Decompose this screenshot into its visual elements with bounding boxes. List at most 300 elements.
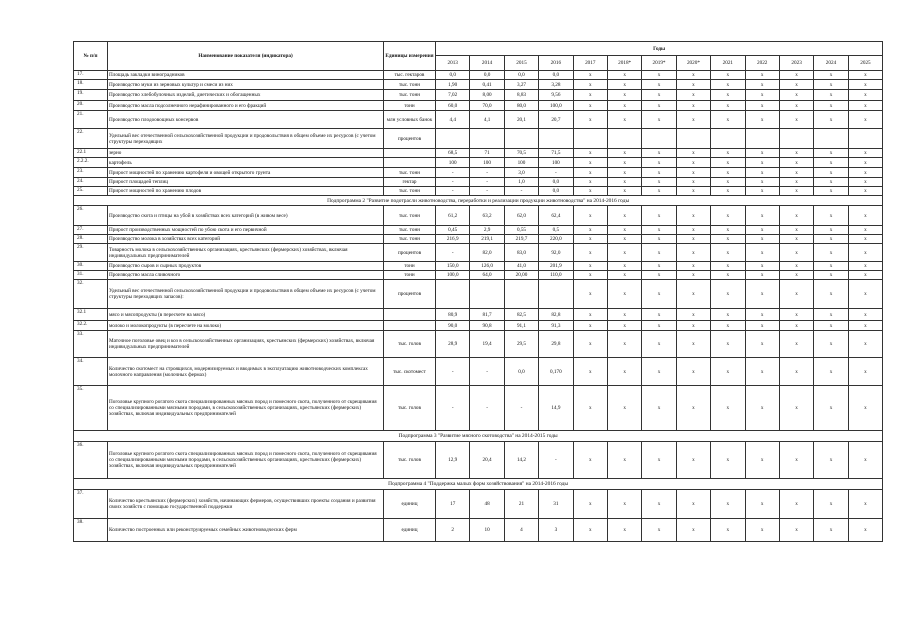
year-value [573,129,607,149]
year-value: x [745,271,779,280]
year-value: x [848,101,883,111]
indicator-name: Производство муки из зерновых культур и смеси из них [108,80,384,90]
col-header-unit: Единицы измерения [384,42,436,71]
year-value: x [745,158,779,168]
year-value: 92,0 [539,244,573,262]
year-value: 12,9 [436,442,470,479]
table-row [74,71,883,80]
unit-of-measure: гектар [384,178,436,187]
year-value: x [814,519,848,542]
year-value: x [814,168,848,178]
year-value: x [607,386,641,431]
table-row [74,321,883,331]
year-value: x [642,490,676,519]
year-value: x [607,519,641,542]
subprogram-title: Подпрограмма 3 "Развитие мясного скотоводства" на 2014-2015 годы [74,431,883,442]
year-value: 14,9 [539,386,573,431]
year-value: x [676,519,710,542]
year-value: x [676,187,710,196]
unit-of-measure: тонн [384,101,436,111]
year-value: 0,0 [539,71,573,80]
year-value: x [642,168,676,178]
year-value: x [642,235,676,244]
year-value [539,280,573,309]
table-body [74,71,883,542]
table-row [74,226,883,235]
year-value: x [676,90,710,101]
unit-of-measure: единиц [384,490,436,519]
year-value: x [711,331,745,358]
col-header-num: № п/п [74,42,108,71]
row-number: 17. [74,71,108,80]
year-value: x [607,331,641,358]
col-header-year: 2015 [504,56,538,71]
year-value: x [642,358,676,386]
year-value: x [573,280,607,309]
year-value [779,129,813,149]
year-value: x [607,101,641,111]
year-value: x [573,442,607,479]
indicator-name: Прирост производственных мощностей по убою скота и его первичной [108,226,384,235]
row-number: 32.1 [74,309,108,321]
unit-of-measure: тыс. голов [384,386,436,431]
year-value: x [848,158,883,168]
col-header-year: 2021 [711,56,745,71]
year-value: x [848,90,883,101]
year-value: x [676,244,710,262]
year-value: x [642,158,676,168]
row-number: 22.1 [74,149,108,158]
row-number: 37. [74,490,108,519]
year-value: 0,45 [436,226,470,235]
year-value: x [711,490,745,519]
row-number: 2.2.2. [74,158,108,168]
row-number: 20. [74,101,108,111]
year-value: 219,7 [504,235,538,244]
year-value: - [539,168,573,178]
unit-of-measure: тыс. тонн [384,187,436,196]
year-value: x [711,280,745,309]
year-value: x [642,101,676,111]
year-value: x [848,358,883,386]
year-value: x [676,80,710,90]
year-value [539,129,573,149]
year-value [436,129,470,149]
year-value: x [779,71,813,80]
year-value: 41,0 [504,262,538,271]
year-value: 62,4 [539,206,573,226]
unit-of-measure: тыс. тонн [384,206,436,226]
year-value: x [676,442,710,479]
year-value: x [814,149,848,158]
unit-of-measure: тыс. тонн [384,90,436,101]
year-value: x [711,358,745,386]
year-value: x [642,321,676,331]
year-value: x [814,280,848,309]
year-value: 126,0 [470,262,504,271]
year-value: x [573,271,607,280]
year-value: x [779,490,813,519]
row-number: 32.2. [74,321,108,331]
year-value: x [676,271,710,280]
col-header-year: 2016 [539,56,573,71]
year-value: x [745,386,779,431]
col-header-year: 2014 [470,56,504,71]
unit-of-measure: тыс. голов [384,331,436,358]
year-value: x [711,101,745,111]
year-value: x [642,309,676,321]
year-value [642,129,676,149]
year-value: x [711,226,745,235]
indicator-name: Прирост площадей теплиц [108,178,384,187]
year-value: x [745,226,779,235]
year-value: x [711,442,745,479]
year-value: - [470,168,504,178]
year-value: x [573,244,607,262]
col-header-year: 2023 [779,56,813,71]
col-header-year: 2022 [745,56,779,71]
year-value: 0,41 [470,80,504,90]
unit-of-measure: тонн [384,271,436,280]
year-value: 3,28 [539,80,573,90]
year-value: x [711,206,745,226]
year-value: x [676,71,710,80]
year-value: x [814,111,848,129]
year-value [814,129,848,149]
year-value: 20,1 [504,111,538,129]
year-value: x [779,187,813,196]
year-value: x [642,187,676,196]
year-value: x [642,331,676,358]
year-value: 4,4 [436,111,470,129]
indicator-table-sheet [73,41,882,542]
year-value: x [814,80,848,90]
year-value: 4 [504,519,538,542]
year-value: x [642,226,676,235]
year-value: 63,2 [470,206,504,226]
year-value: x [642,271,676,280]
year-value: 0,0 [539,178,573,187]
year-value: x [814,101,848,111]
year-value [745,129,779,149]
year-value: 90,0 [436,321,470,331]
indicator-name: Поголовье крупного рогатого скота специализированных мясных пород и помесного скота, полученного от скрещивания со специализированными мясными породами, в сельскохозяйственных организациях, крестьянских (фермерских) хозяйствах, включая индивидуальных предпринимателей [108,386,384,431]
year-value: x [607,442,641,479]
row-number: 27. [74,226,108,235]
col-header-year: 2018* [607,56,641,71]
col-header-year: 2025 [848,56,883,71]
year-value [504,280,538,309]
indicator-name: Производство хлебобулочных изделий, диетических и обогащенных [108,90,384,101]
year-value: x [779,262,813,271]
year-value: x [607,206,641,226]
year-value: x [779,226,813,235]
year-value: x [848,226,883,235]
year-value: x [642,262,676,271]
year-value: 100,0 [436,271,470,280]
year-value: 83,0 [504,244,538,262]
year-value: x [607,321,641,331]
year-value: x [607,71,641,80]
year-value: - [436,358,470,386]
year-value: x [848,331,883,358]
year-value: x [573,331,607,358]
year-value: x [814,158,848,168]
year-value: 219,1 [470,235,504,244]
year-value: x [848,490,883,519]
year-value: x [848,149,883,158]
year-value: x [642,111,676,129]
row-number: 38. [74,519,108,542]
year-value: 28,9 [436,331,470,358]
indicator-name: Удельный вес отечественной сельскохозяйственной продукции и продовольствия в общем объеме их ресурсов (с учетом структуры переходящих запасов): [108,280,384,309]
year-value: 0,0 [436,71,470,80]
year-value: x [676,358,710,386]
year-value: 100 [470,158,504,168]
year-value: 110,0 [539,271,573,280]
year-value: 2 [436,519,470,542]
year-value: x [814,442,848,479]
year-value: 68,5 [436,149,470,158]
year-value: x [573,226,607,235]
indicator-name: молоко и молокопродукты (в пересчете на молоко) [108,321,384,331]
year-value: x [607,187,641,196]
indicator-name: Производство скота и птицы на убой в хозяйствах всех категорий (в живом весе) [108,206,384,226]
year-value: 3,0 [504,168,538,178]
year-value: x [676,309,710,321]
year-value: x [848,271,883,280]
row-number: 23. [74,168,108,178]
unit-of-measure: процентов [384,244,436,262]
indicator-name: зерно [108,149,384,158]
indicator-name: Производство плодоовощных консервов [108,111,384,129]
year-value: x [745,149,779,158]
year-value: x [607,90,641,101]
year-value: 70,5 [504,149,538,158]
year-value: x [814,331,848,358]
year-value: x [573,358,607,386]
year-value: x [711,178,745,187]
year-value: x [607,178,641,187]
year-value: x [607,280,641,309]
unit-of-measure: тонн [384,262,436,271]
year-value: x [573,90,607,101]
year-value: x [745,206,779,226]
year-value: x [745,168,779,178]
year-value: x [676,206,710,226]
year-value: 8,00 [470,90,504,101]
year-value: 29,8 [539,331,573,358]
year-value: x [848,321,883,331]
indicator-name: Производство масла сливочного [108,271,384,280]
table-row [74,442,883,479]
year-value [470,129,504,149]
year-value: x [711,519,745,542]
year-value: x [848,235,883,244]
indicator-name: Количество скотомест на строящихся, модернизируемых и вводимых в эксплуатацию животноводческих комплексах молочного направления (молочных фермах) [108,358,384,386]
year-value: x [676,280,710,309]
year-value: x [779,178,813,187]
year-value: x [814,262,848,271]
year-value: x [848,386,883,431]
year-value: x [711,80,745,90]
year-value: x [642,178,676,187]
year-value: 8,83 [504,90,538,101]
year-value: x [848,309,883,321]
year-value: 20,7 [539,111,573,129]
year-value: 82,0 [470,244,504,262]
year-value: x [573,178,607,187]
year-value: x [607,490,641,519]
year-value: x [711,158,745,168]
indicator-name: Прирост мощностей по хранению плодов [108,187,384,196]
indicator-table [73,41,883,542]
row-number: 21. [74,111,108,129]
year-value: x [573,386,607,431]
year-value: x [745,244,779,262]
year-value: 81,7 [470,309,504,321]
year-value: x [573,80,607,90]
year-value: 90,8 [470,321,504,331]
year-value: 0,170 [539,358,573,386]
year-value: 3,27 [504,80,538,90]
year-value: x [711,386,745,431]
year-value: x [779,386,813,431]
year-value: x [814,358,848,386]
year-value: x [848,519,883,542]
year-value: - [539,442,573,479]
year-value [607,129,641,149]
year-value: 216,9 [436,235,470,244]
indicator-name: Удельный вес отечественной сельскохозяйственной продукции и продовольствия в общем объеме их ресурсов (с учетом структуры переходящих [108,129,384,149]
col-header-year: 2017 [573,56,607,71]
year-value [470,280,504,309]
year-value: 9,56 [539,90,573,101]
indicator-name: Количество крестьянских (фермерских) хозяйств, начинающих фермеров, осуществивших проекты создания и развития своих хозяйств с помощью государственной поддержки [108,490,384,519]
year-value: x [779,101,813,111]
subprogram-title: Подпрограмма 4 "Поддержка малых форм хозяйствования" на 2014-2016 годы [74,479,883,490]
year-value: x [848,280,883,309]
year-value: x [745,111,779,129]
year-value: x [711,271,745,280]
year-value [848,129,883,149]
year-value: 80,9 [436,309,470,321]
year-value: 4,1 [470,111,504,129]
indicator-name: Товарность молока в сельскохозяйственных организациях, крестьянских (фермерских) хозяйствах, включая индивидуальных предпринимателей [108,244,384,262]
year-value: 14,2 [504,442,538,479]
year-value: - [504,187,538,196]
year-value: x [745,235,779,244]
year-value: x [814,178,848,187]
year-value: - [470,386,504,431]
table-row [74,158,883,168]
year-value: x [642,90,676,101]
year-value: x [814,206,848,226]
year-value: x [676,262,710,271]
table-row [74,244,883,262]
indicator-name: Производство сыров и сырных продуктов [108,262,384,271]
year-value: 21 [504,490,538,519]
year-value: 2,9 [470,226,504,235]
subprogram-row [74,196,883,206]
row-number: 29. [74,244,108,262]
table-row [74,101,883,111]
year-value: x [573,168,607,178]
year-value: x [814,309,848,321]
indicator-name: Площадь закладки виноградников [108,71,384,80]
row-number: 19. [74,90,108,101]
year-value: x [676,101,710,111]
year-value: x [711,244,745,262]
year-value [504,129,538,149]
row-number: 28. [74,235,108,244]
year-value: x [573,206,607,226]
subprogram-title: Подпрограмма 2 "Развитие подотрасли животноводства, переработки и реализации продукции животноводства" на 2014-2016 годы [74,196,883,206]
year-value: x [711,168,745,178]
year-value: x [642,386,676,431]
indicator-name: Поголовье крупного рогатого скота специализированных мясных пород и помесного скота, полученного от скрещивания со специализированными мясными породами, в сельскохозяйственных организациях, крестьянских (фермерских) хозяйствах, включая индивидуальных предпринимателей [108,442,384,479]
year-value: 150,0 [436,262,470,271]
table-row [74,187,883,196]
year-value: x [573,490,607,519]
year-value: x [779,80,813,90]
year-value: x [779,358,813,386]
row-number: 33. [74,331,108,358]
table-row [74,149,883,158]
year-value: x [814,244,848,262]
year-value: x [711,187,745,196]
year-value: x [607,158,641,168]
year-value: x [745,490,779,519]
col-header-year: 2020* [676,56,710,71]
year-value: x [573,519,607,542]
year-value: x [814,226,848,235]
year-value: x [779,331,813,358]
year-value [711,129,745,149]
unit-of-measure [384,149,436,158]
year-value: x [745,321,779,331]
year-value: 62,0 [504,206,538,226]
year-value: 60,0 [436,101,470,111]
year-value: 70,0 [470,101,504,111]
year-value: x [676,178,710,187]
year-value: - [436,386,470,431]
year-value: 20,4 [470,442,504,479]
year-value: x [676,226,710,235]
indicator-name: Производство масла подсолнечного нерафинированного и его фракций [108,101,384,111]
col-header-year: 2013 [436,56,470,71]
table-row [74,90,883,101]
table-row [74,206,883,226]
year-value: x [676,158,710,168]
year-value: x [814,490,848,519]
col-header-year: 2024 [814,56,848,71]
row-number: 22. [74,129,108,149]
year-value: x [848,262,883,271]
unit-of-measure: процентов [384,280,436,309]
year-value: x [814,321,848,331]
row-number: 32. [74,280,108,309]
year-value: x [745,90,779,101]
year-value: x [779,309,813,321]
unit-of-measure: тыс. голов [384,442,436,479]
year-value: 91,1 [504,321,538,331]
year-value: x [745,101,779,111]
year-value: x [573,321,607,331]
year-value: - [470,178,504,187]
year-value: x [573,71,607,80]
year-value: x [814,71,848,80]
